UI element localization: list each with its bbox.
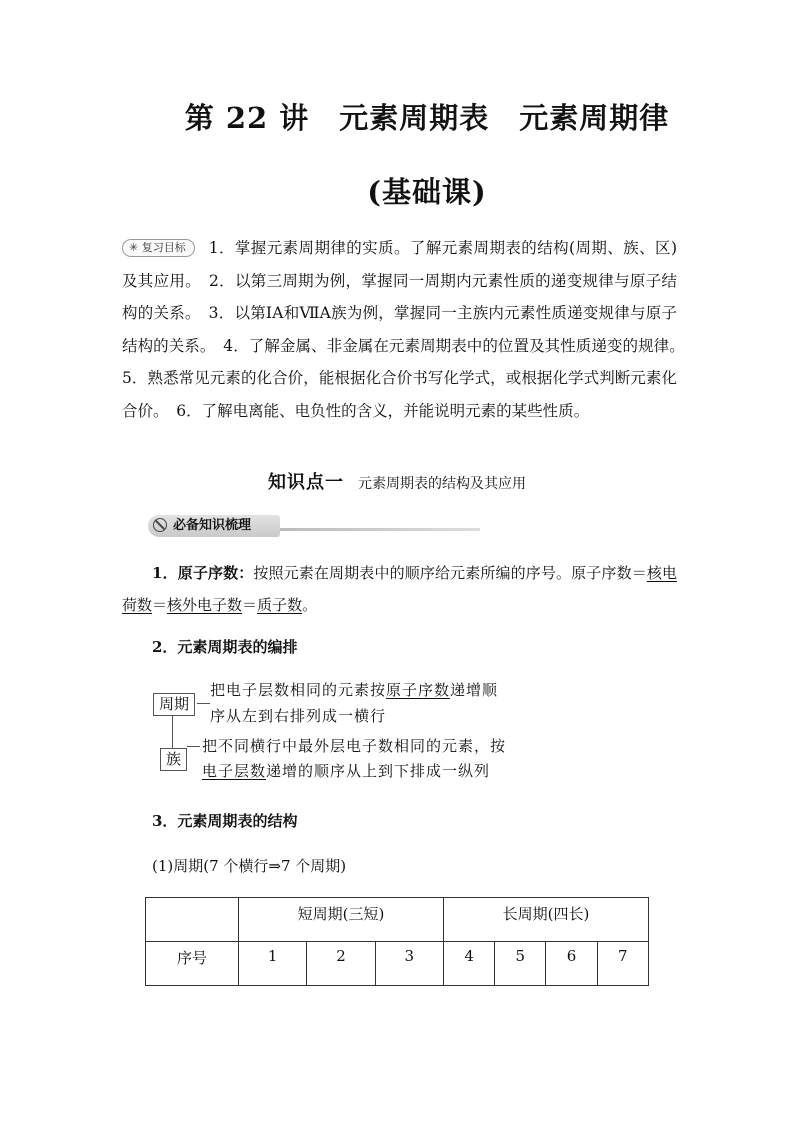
knowledge-point-heading	[0, 468, 794, 494]
item-structure-heading: 3．元素周期表的结构	[152, 812, 298, 830]
review-text: 1．掌握元素周期律的实质。了解元素周期表的结构(周期、族、区)及其应用。 2．以第三周期为例，掌握同一周期内元素性质的递变规律与原子结构的关系。 3．以第ⅠA和ⅦA族为例，掌握同一主族内元素性质递变规律与原子结构的关系。 4．了解金属、非金属在元素周期表中的位置及其性质递变的规律。 5．熟悉常见元素的化合价，能根据化合价书写化学式，或根据化学式判断元素化合价。 6．了解电离能、电负性的含义，并能说明元素的某些性质。	[122, 239, 693, 420]
table-cell: 4	[443, 942, 494, 986]
lecture-title: 第 22 讲 元素周期表 元素周期律	[184, 101, 670, 135]
section-bar-label: 必备知识梳理	[173, 518, 252, 533]
table-cell: 3	[375, 942, 443, 986]
period-box: 周期	[153, 693, 195, 716]
period-definition: 把电子层数相同的元素按原子序数递增顺	[210, 681, 499, 699]
knowledge-point-title: 元素周期表的结构及其应用	[358, 476, 526, 492]
slash-circle-icon	[153, 518, 167, 532]
lecture-subtitle: (基础课)	[367, 175, 487, 209]
star-icon: ✳	[129, 241, 139, 254]
knowledge-point-label: 知识点一	[268, 472, 344, 493]
group-definition: 把不同横行中最外层电子数相同的元素，按	[202, 737, 507, 755]
table-cell: 1	[239, 942, 307, 986]
table-cell: 2	[307, 942, 375, 986]
table-cell: 5	[495, 942, 546, 986]
table-cell: 6	[546, 942, 597, 986]
item-arrangement-heading: 2．元素周期表的编排	[152, 638, 298, 656]
row-label: 序号	[146, 942, 239, 986]
long-period-header: 长周期(四长)	[443, 898, 648, 942]
period-subheading: (1)周期(7 个横行⇒7 个周期)	[152, 857, 347, 875]
short-period-header: 短周期(三短)	[239, 898, 444, 942]
arrangement-diagram: 周期 把电子层数相同的元素按原子序数递增顺 序从左到右排列成一横行 族 把不同横行中最外层电子数相同的元素，按 电子层数递增的顺序从上到下排成一纵列	[150, 676, 670, 791]
table-cell: 7	[597, 942, 648, 986]
review-objectives	[122, 232, 693, 427]
item-atomic-number: 1．原子序数：按照元素在周期表中的顺序给元素所编的序号。原子序数＝核电荷数＝核外电子数＝质子数。	[122, 564, 677, 614]
period-table	[145, 897, 649, 986]
review-badge: ✳ 复习目标	[122, 239, 195, 257]
section-bar	[148, 515, 480, 537]
group-box: 族	[160, 748, 187, 771]
divider	[280, 528, 480, 531]
